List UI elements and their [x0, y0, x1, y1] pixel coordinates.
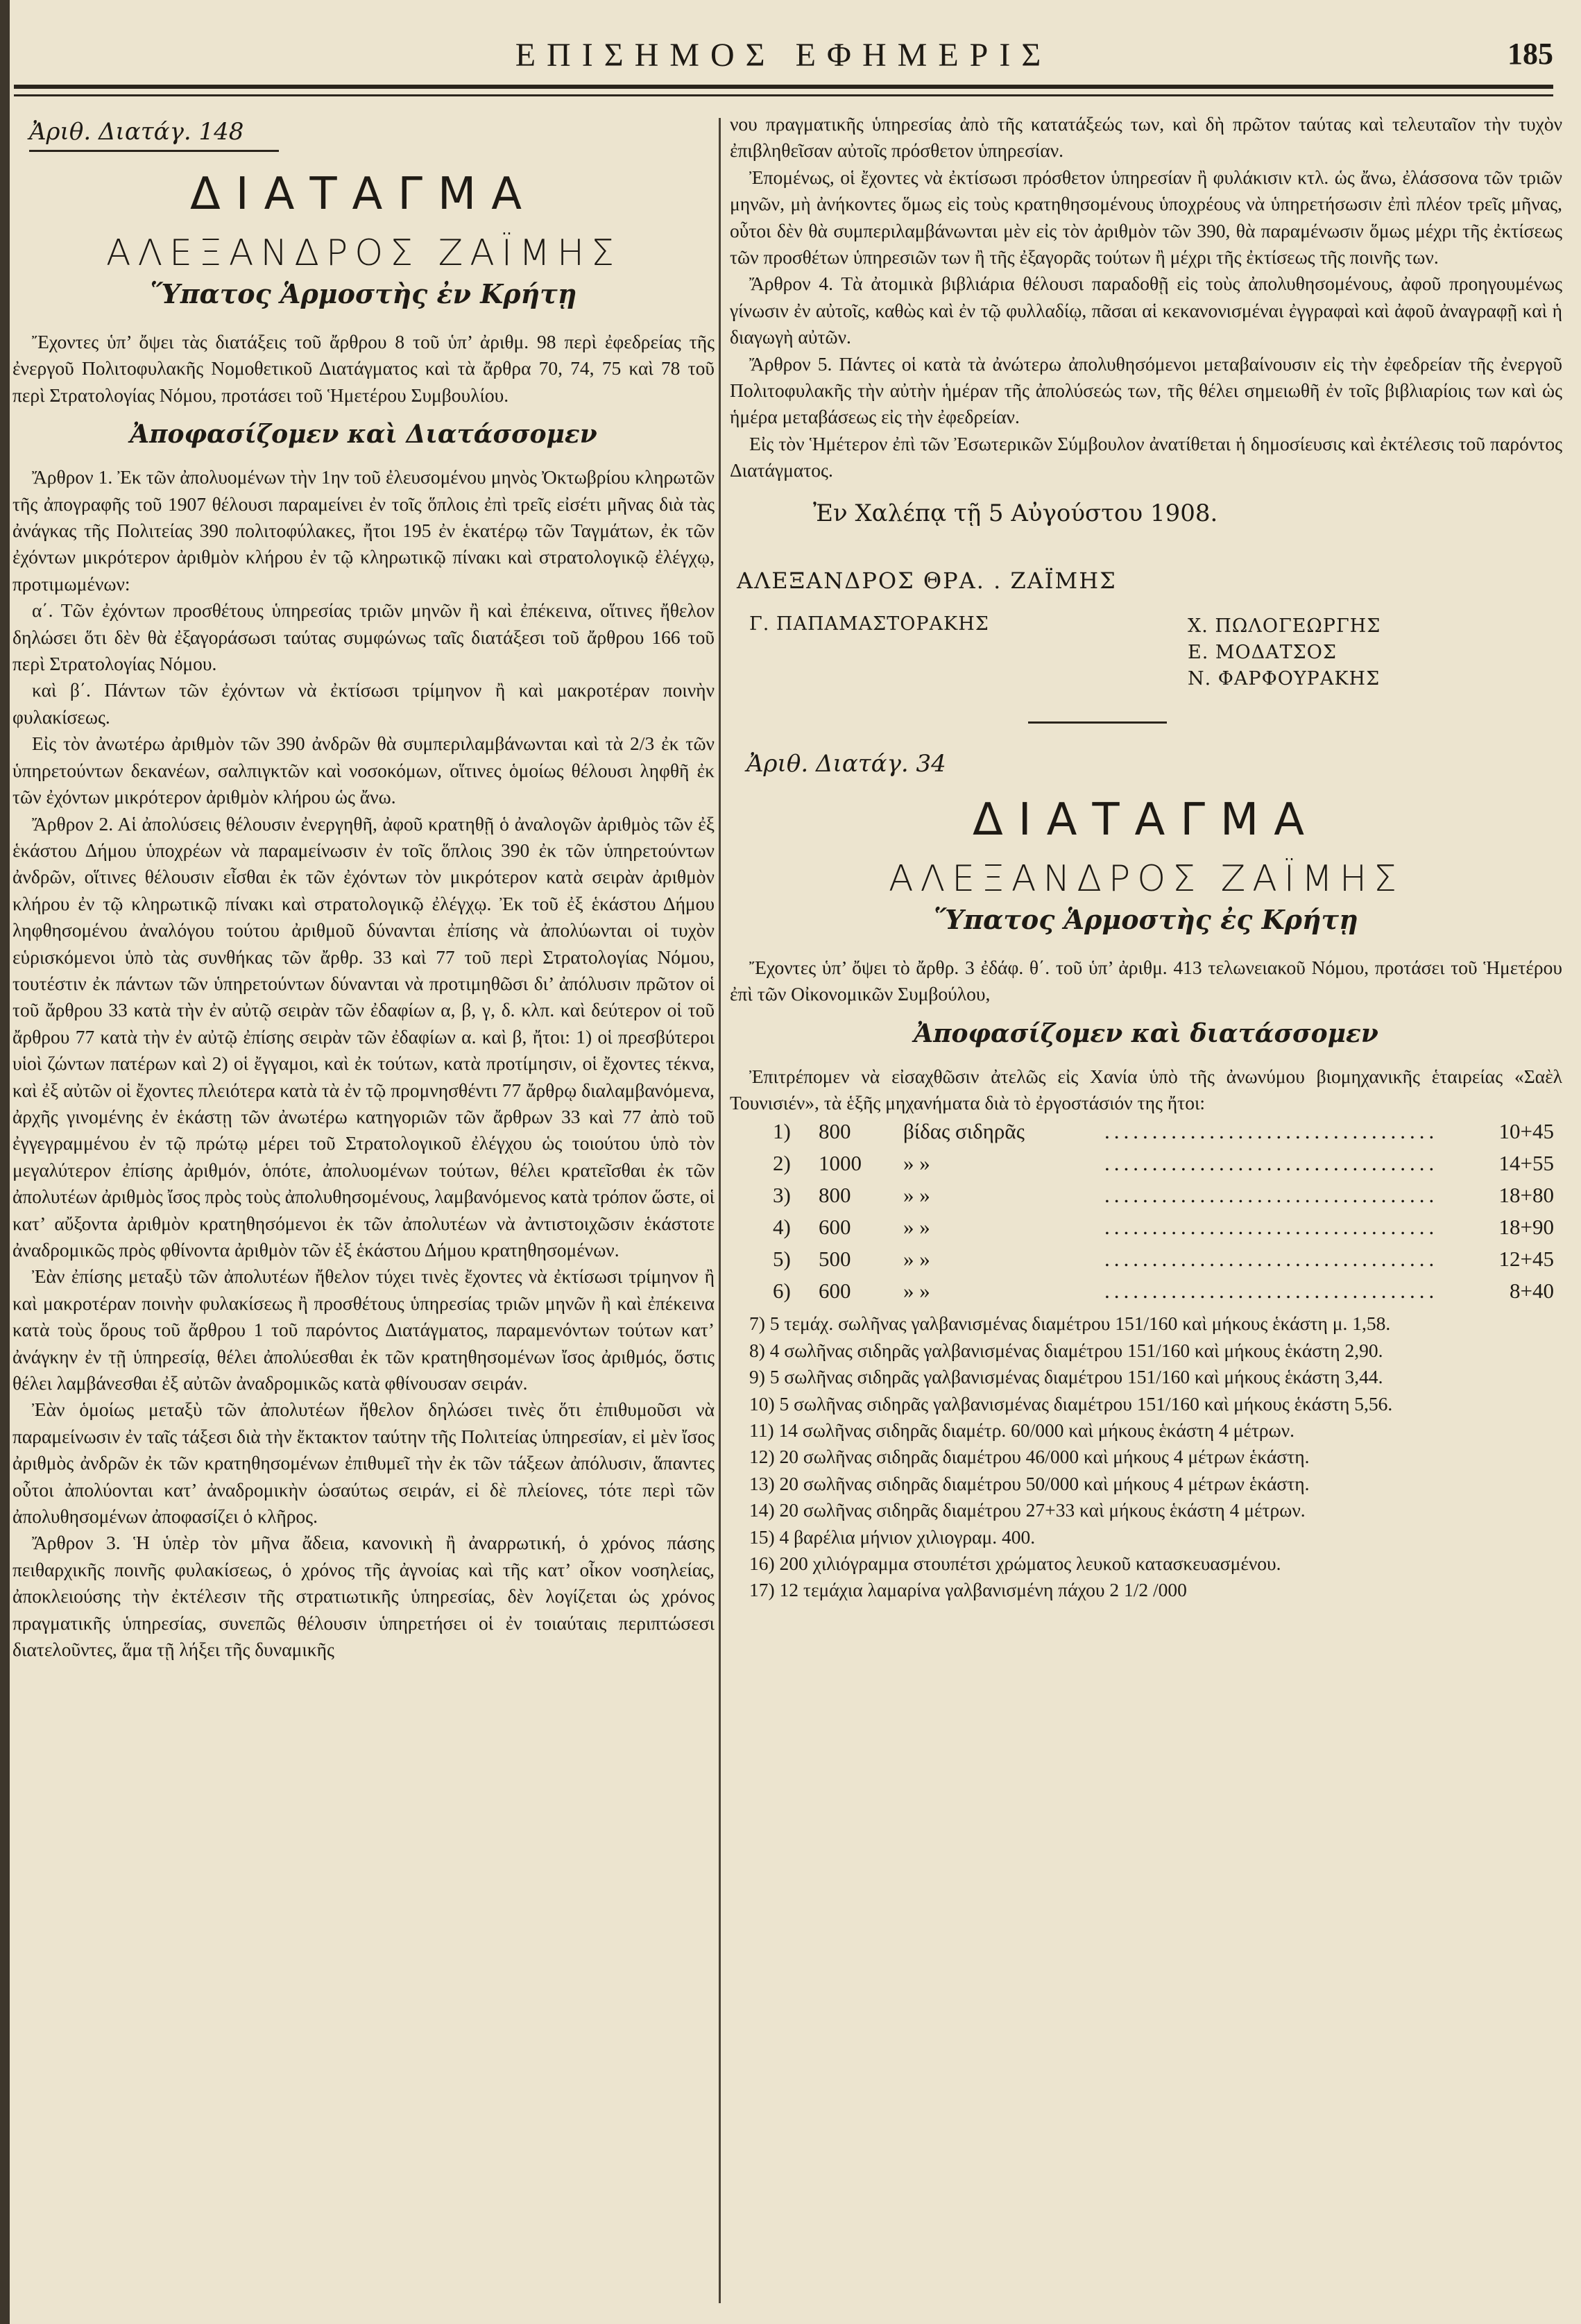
order-number	[730, 743, 1562, 787]
leader-dots: ...................................	[1104, 1215, 1439, 1240]
item-number: 1)	[773, 1119, 791, 1144]
item-quantity: 500	[819, 1247, 851, 1272]
signature-right-list	[1188, 613, 1381, 692]
preamble: Ἔχοντες ὑπ’ ὄψει τὰς διατάξεις τοῦ ἄρθρου 8 τοῦ ὑπ’ ἀριθμ. 98 περὶ ἐφεδρείας τῆς ἐνεργοῦ Πολιτοφυλακῆς Νομοθετικοῦ Διατάγματος καὶ τὰ ἄρθρα 70, 74, 75 καὶ 78 τοῦ περὶ Στρατολογίας Νόμου, προτάσει τοῦ Ἡμετέρου Συμβουλίου.	[12, 331, 715, 406]
item-amount: 18+90	[1498, 1215, 1554, 1240]
item-paragraph: 13) 20 σωλῆνας σιδηρᾶς διαμέτρου 50/000 καὶ μήκους 4 μέτρων ἑκάστη.	[749, 1472, 1310, 1494]
leader-dots: ...................................	[1104, 1119, 1439, 1144]
article-paragraph: Εἰς τὸν Ἡμέτερον ἐπὶ τῶν Ἐσωτερικῶν Σύμβουλον ἀνατίθεται ἡ δημοσίευσις καὶ ἐκτέλεσις τοῦ παρόντος Διατάγματος.	[730, 432, 1562, 481]
decision-heading: Ἀποφασίζομεν καὶ διατάσσομεν	[914, 1018, 1378, 1048]
item-paragraph: 7) 5 τεμάχ. σωλῆνας γαλβανισμένας διαμέτρου 151/160 καὶ μήκους ἑκάστη μ. 1,58.	[749, 1313, 1391, 1335]
article-paragraph: καὶ β΄. Πάντων τῶν ἐχόντων νὰ ἐκτίσωσι τρίμηνον ἢ καὶ μακροτέραν ποινὴν φυλακίσεως.	[12, 679, 715, 728]
item-quantity: 800	[819, 1119, 851, 1144]
item-description: » »	[903, 1151, 930, 1176]
signature-name: Ν. ΦΑΡΦΟΥΡΑΚΗΣ	[1188, 667, 1381, 690]
issuer-title: Ὕπατος Ἁρμοστὴς ἐν Κρήτῃ	[150, 278, 577, 309]
item-paragraph: 12) 20 σωλῆνας σιδηρᾶς διαμέτρου 46/000 καὶ μήκους 4 μέτρων ἑκάστη.	[749, 1446, 1310, 1468]
item-paragraph: 8) 4 σωλῆνας σιδηρᾶς γαλβανισμένας διαμέτρου 151/160 καὶ μήκους ἑκάστη 2,90.	[749, 1339, 1383, 1361]
item-quantity: 1000	[819, 1151, 862, 1176]
article-paragraph: Ἄρθρον 1. Ἐκ τῶν ἀπολυομένων τὴν 1ην τοῦ ἐλευσομένου μηνὸς Ὀκτωβρίου κληρωτῶν τῆς ἀπογραφῆς τοῦ 1907 θέλουσι παραμείνει ἐν τοῖς ὅπλοις ἐπὶ τρεῖς εἰσέτι μῆνας διὰ τὰς ἀνάγκας τῆς Πολιτείας 390 πολιτοφύλακες, ἤτοι 195 ἐν ἑκατέρῳ τῶν Ταγμάτων, ἐκ τῶν ἐχόντων μικρότερον ἀριθμὸν κλήρου ἐν τῷ κληρωτικῷ πίνακι καὶ στρατολογικῷ ἐλέγχῳ, προτιμωμένων:	[12, 466, 715, 595]
item-number: 4)	[773, 1215, 791, 1240]
order-number-underline	[29, 150, 279, 152]
decree-title: ΔΙΑΤΑΓΜΑ	[973, 794, 1319, 846]
item-quantity: 600	[819, 1279, 851, 1304]
list-item	[730, 1247, 1562, 1279]
article-paragraph: Ἐὰν ὁμοίως μεταξὺ τῶν ἀπολυτέων ἤθελον δηλώσει τινὲς ὅτι ἐπιθυμοῦσι νὰ παραμείνωσιν ἐν ταῖς τάξεσι διὰ τὴν ἔκτακτον ταύτην τῆς Πολιτείας ὑπηρεσίαν, εἰ μὲν ἴσος ἀριθμὸς ἀνδρῶν ἐκ τῶν κρατηθησομένων ἐπιθυμεῖ τὴν ἐκ τῶν τάξεων ἀπόλυσιν, ἅπαντες οὗτοι ἀπολύονται κατ’ ἀναδρομικὴν ὡσαύτως σειράν, εἰ δὲ πλείονες, τότε περὶ τῶν ἀπολυθησομένων ἀποφασίζει ὁ κλῆρος.	[12, 1399, 715, 1528]
item-paragraph: 17) 12 τεμάχια λαμαρίνα γαλβανισμένη πάχου 2 1/2 /000	[749, 1579, 1187, 1601]
item-amount: 18+80	[1498, 1183, 1554, 1208]
item-description: » »	[903, 1247, 930, 1272]
page-edge-shadow	[0, 0, 10, 2324]
list-item	[730, 1183, 1562, 1215]
order-number-text: Ἀριθ. Διατάγ. 148	[29, 118, 244, 146]
item-description: » »	[903, 1279, 930, 1304]
article-paragraph: Ἄρθρον 2. Αἱ ἀπολύσεις θέλουσιν ἐνεργηθῆ, ἀφοῦ κρατηθῇ ὁ ἀναλογῶν ἀριθμὸς τῶν ἐξ ἑκάστου Δήμου ὑποχρέων νὰ παραμείνωσιν ἐν τοῖς ὅπλοις 390 ἐκ τῶν ὑπηρετούντων ἀνδρῶν, οἵτινες θέλουσιν εἶσθαι ἐκ τῶν ἐχόντων τὸν μικρότερον κατὰ σειρὰν ἀριθμὸν κλήρου ἐν τῷ κληρωτικῷ πίνακι καὶ στρατολογικῷ ἐλέγχῳ. Ἐκ τοῦ ἐξ ἑκάστου Δήμου ληφθησομένου ἀναλόγου τούτου ἀριθμοῦ δύνανται ἐπίσης νὰ ἀπολύωνται οἱ τυχὸν εὑρισκόμενοι ὑπὸ τὰς συνθήκας τῶν ἄρθρ. 33 καὶ 77 τοῦ περὶ Στρατολογίας Νόμου, τουτέστιν ἐκ πάντων τῶν ὑπηρετούντων δύνανται νὰ προτιμηθῶσι δι’ ἀπόλυσιν πρῶτον οἱ τοῦ ἄρθρου 33 κατὰ τὴν ἐν αὐτῷ σειρὰν τῶν ἐδαφίων α, β, γ, δ. κλπ. καὶ δεύτερον οἱ τοῦ ἄρθρου 77 κατὰ τὴν ἐν αὐτῷ ἐπίσης σειρὰν τῶν ἐδαφίων α. καὶ β, ἤτοι: 1) οἱ πρεσβύτεροι υἱοὶ ζώντων πατέρων καὶ 2) οἱ ἔγγαμοι, καὶ ἐκ τούτων, κατὰ προτίμησιν, οἱ ἔχοντες τέκνα, καὶ ἐξ αὐτῶν οἱ ἔχοντες πλειότερα κατὰ τὰ ἐν τῷ προμνησθέντι 77 ἄρθρῳ διαλαμβανόμενα, ἀρχῆς γινομένης ἐν ἑκάστῃ τῶν ἀνωτέρω κατηγοριῶν τῶν ἄρθρων 33 καὶ 77 ἀπὸ τοῦ ἐγγεγραμμένου ἐν τῷ πρώτῳ μέρει τοῦ Στρατολογικοῦ ἐλέγχου ὡς τοιούτου ὑπὸ τὸν μεγαλύτερον ἐπίσης ἀριθμόν, ὁπότε, ἀπολυομένων τούτων, θέλει κρατεῖσθαι ἐκ τῶν ἀπολυτέων ἀριθμὸς ἴσος πρὸς τοὺς ἀπολυθησομένους, λαμβανόμενος κατὰ τρόπον ὥστε, οἱ κατ’ αὔξοντα ἀριθμὸν κρατηθησόμενοι ἐκ τῶν ἀπολυτέων νὰ ἀντιστοιχῶσιν ἑκάστοτε ἀναδρομικῶς πρὸς φθίνοντα ἀριθμὸν τῶν ἐξ ἑκάστου Δήμου κρατηθησομένων.	[12, 812, 715, 1261]
item-paragraph: 11) 14 σωλῆνας σιδηρᾶς διαμέτρ. 60/000 καὶ μήκους ἑκάστη 4 μέτρων.	[749, 1419, 1295, 1441]
article-paragraph: Εἰς τὸν ἀνωτέρω ἀριθμὸν τῶν 390 ἀνδρῶν θὰ συμπεριλαμβάνωνται καὶ τὰ 2/3 ἐκ τῶν ὑπηρετούντων δεκανέων, σαλπιγκτῶν καὶ νοσοκόμων, οἵτινες ὁμοίως θέλουσι ληφθῆ ἐκ τῶν ἐχόντων μικρότερον ἀριθμὸν κλήρου ὡς ἄνω.	[12, 733, 715, 808]
item-paragraph: 9) 5 σωλῆνας σιδηρᾶς γαλβανισμένας διαμέτρου 151/160 καὶ μήκους ἑκάστη 3,44.	[749, 1366, 1383, 1388]
list-item	[730, 1279, 1562, 1310]
item-quantity: 800	[819, 1183, 851, 1208]
item-paragraph: 14) 20 σωλῆνας σιδηρᾶς διαμέτρου 27+33 καὶ μήκους ἑκάστη 4 μέτρων.	[749, 1499, 1306, 1521]
decision-heading: Ἀποφασίζομεν καὶ Διατάσσομεν	[130, 420, 597, 450]
order-number-text: Ἀριθ. Διατάγ. 34	[746, 749, 946, 778]
leader-dots: ...................................	[1104, 1247, 1439, 1272]
item-description: » »	[903, 1215, 930, 1240]
order-number	[12, 111, 715, 162]
signature-name: Χ. ΠΩΛΟΓΕΩΡΓΗΣ	[1188, 615, 1381, 637]
list-item	[730, 1151, 1562, 1183]
intro-paragraph: Ἐπιτρέπομεν νὰ εἰσαχθῶσιν ἀτελῶς εἰς Χανία ὑπὸ τῆς ἀνωνύμου βιομηχανικῆς ἑταιρείας «Σαὲλ Τουνισιέν», τὰ ἑξῆς μηχανήματα διὰ τὸ ἐργοστάσιόν της ἤτοι:	[730, 1065, 1562, 1113]
article-paragraph: Ἐὰν ἐπίσης μεταξὺ τῶν ἀπολυτέων ἤθελον τύχει τινὲς ἔχοντες νὰ ἐκτίσωσι τρίμηνον ἢ καὶ μακροτέραν ποινὴν φυλακίσεως ἢ προσθέτους ὑπηρεσίας τριῶν μηνῶν ἢ καὶ ἐπέκεινα κατὰ τοὺς ὅρους τοῦ ἄρθρου 1 τοῦ παρόντος Διατάγματος, παραμενόντων τούτων κατ’ ἀνάγκην ἐν τῇ ὑπηρεσίᾳ, θέλει ἀπολύεσθαι ἐκ τῶν κρατηθησομένων ἴσος ἀριθμός, ὅστις θέλει λαμβάνεσθαι ἐξ αὐτῶν ἀναδρομικῶς κατὰ φθίνουσαν σειράν.	[12, 1265, 715, 1394]
item-paragraph: 16) 200 χιλιόγραμμα στουπέτσι χρώματος λευκοῦ κατασκευασμένου.	[749, 1552, 1281, 1574]
item-number: 2)	[773, 1151, 791, 1176]
item-amount: 12+45	[1498, 1247, 1554, 1272]
signature-block	[730, 613, 1562, 703]
item-description: » »	[903, 1183, 930, 1208]
page-number: 185	[1507, 37, 1553, 71]
leader-dots: ...................................	[1104, 1183, 1439, 1208]
item-list	[730, 1119, 1562, 1310]
leader-dots: ...................................	[1104, 1279, 1439, 1304]
article-paragraph: Ἄρθρον 5. Πάντες οἱ κατὰ τὰ ἀνώτερω ἀπολυθησόμενοι μεταβαίνουσιν εἰς τὴν ἐφεδρείαν τῆς ἐνεργοῦ Πολιτοφυλακῆς τὴν αὐτὴν ἡμέραν τῆς ἀπολύσεώς των, τῆς θέλει σημειωθῆ ἐν τοῖς βιβλιαρίοις των καὶ ὡς ἡμέρα μεταβάσεως εἰς τὴν ἐφεδρείαν.	[730, 352, 1562, 428]
section-rule	[1028, 721, 1167, 724]
masthead-rule-thin	[14, 94, 1553, 96]
column-divider	[719, 118, 721, 2303]
item-number: 5)	[773, 1247, 791, 1272]
masthead	[14, 28, 1553, 104]
item-amount: 14+55	[1498, 1151, 1554, 1176]
item-paragraph: 10) 5 σωλῆνας σιδηρᾶς γαλβανισμένας διαμέτρου 151/160 καὶ μήκους ἑκάστη 5,56.	[749, 1392, 1393, 1415]
list-item	[730, 1215, 1562, 1247]
issuer-title: Ὕπατος Ἁρμοστὴς ἐς Κρήτῃ	[934, 903, 1358, 935]
signature-left: Γ. ΠΑΠΑΜΑΣΤΟΡΑΚΗΣ	[749, 613, 989, 635]
decree-date: Ἐν Χαλέπᾳ τῇ 5 Αὐγούστου 1908.	[813, 499, 1218, 527]
leader-dots: ...................................	[1104, 1151, 1439, 1176]
gazette-title: ΕΠΙΣΗΜΟΣ ΕΦΗΜΕΡΙΣ	[515, 37, 1052, 74]
item-quantity: 600	[819, 1215, 851, 1240]
item-description: βίδας σιδηρᾶς	[903, 1119, 1025, 1144]
article-paragraph: Ἄρθρον 4. Τὰ ἀτομικὰ βιβλιάρια θέλουσι παραδοθῇ εἰς τοὺς ἀπολυθησομένους, ἀφοῦ προηγουμένως γίνωσιν ἐν αὐτοῖς, καθὼς καὶ ἐν τῷ φυλλαδίῳ, πᾶσαι αἱ κεκανονισμέναι ἐγγραφαὶ καὶ ἀφοῦ ἀναγραφῇ καὶ ἡ διαγωγὴ αὐτῶν.	[730, 273, 1562, 348]
right-column	[730, 111, 1562, 1604]
item-paragraph: 15) 4 βαρέλια μήνιον χιλιογραμ. 400.	[749, 1526, 1036, 1548]
article-paragraph: Ἐπομένως, οἱ ἔχοντες νὰ ἐκτίσωσι πρόσθετον ὑπηρεσίαν ἢ φυλάκισιν κτλ. ὡς ἄνω, ἐλάσσονα τῶν τριῶν μηνῶν, μὴ ἀνήκοντες ὅμως εἰς τοὺς κρατηθησομένους ὑποχρέους νὰ ὑπηρετήσωσιν ἐπὶ πλέον τρεῖς μῆνας, οὗτοι δὲν θὰ συμπεριλαμβάνωνται μὲν εἰς τὸν ἀριθμὸν τῶν 390, θὰ παραμένωσιν ὅμως μέχρι τῆς ἐκτίσεως τῶν προσθέτων ὑπηρεσιῶν των ἢ τῆς ἐξαγορᾶς τούτων ἢ μέχρι τῆς ἐκτίσεως τῆς ποινῆς των.	[730, 166, 1562, 268]
decree-title: ΔΙΑΤΑΓΜΑ	[190, 169, 537, 220]
list-item	[730, 1119, 1562, 1151]
continued-paragraph: νου πραγματικῆς ὑπηρεσίας ἀπὸ τῆς κατατάξεώς των, καὶ δὴ πρῶτον ταύτας καὶ τελευταῖον τὴν τυχὸν ἐπιβληθεῖσαν αὐτοῖς πρόσθετον ὑπηρεσίαν.	[730, 113, 1562, 162]
article-paragraph: α΄. Τῶν ἐχόντων προσθέτους ὑπηρεσίας τριῶν μηνῶν ἢ καὶ ἐπέκεινα, οἵτινες ἤθελον δηλώσει ὅτι δὲν θὰ ἐξαγοράσωσι ταύτας συμφώνως ταῖς διατάξεσι τοῦ ἄρθρου 166 τοῦ περὶ Στρατολογίας Νόμου.	[12, 599, 715, 675]
signature-main: ΑΛΕΞΑΝΔΡΟΣ ΘΡΑ. . ΖΑΪΜΗΣ	[737, 567, 1117, 594]
article-paragraph: Ἄρθρον 3. Ἡ ὑπὲρ τὸν μῆνα ἄδεια, κανονικὴ ἢ ἀναρρωτική, ὁ χρόνος πάσης πειθαρχικῆς ποινῆς φυλακίσεως, ὁ χρόνος τῆς ἀγνοίας καὶ τῆς κατ’ οἶκον νοσηλείας, ἀποκλειούσης τὴν ἐκτέλεσιν τῆς στρατιωτικῆς ὑπηρεσίας, δὲν λογίζεται ὡς χρόνος πραγματικῆς ὑπηρεσίας, συνεπῶς θέλουσιν ὑπηρετήσει οἱ ἐν τοιαύταις περιπτώσεσι διατελοῦντες, ἅμα τῇ λήξει τῆς δυναμικῆς	[12, 1532, 715, 1661]
issuer-name: ΑΛΕΞΑΝΔΡΟΣ ΖΑΪΜΗΣ	[106, 232, 621, 274]
item-amount: 8+40	[1510, 1279, 1554, 1304]
masthead-rule-thick	[14, 85, 1553, 89]
item-amount: 10+45	[1498, 1119, 1554, 1144]
item-number: 3)	[773, 1183, 791, 1208]
item-number: 6)	[773, 1279, 791, 1304]
signature-name: Ε. ΜΟΔΑΤΣΟΣ	[1188, 641, 1337, 663]
left-column	[12, 111, 715, 1664]
preamble: Ἔχοντες ὑπ’ ὄψει τὸ ἄρθρ. 3 ἐδάφ. θ΄. τοῦ ὑπ’ ἀριθμ. 413 τελωνειακοῦ Νόμου, προτάσει τοῦ Ἡμετέρου ἐπὶ τῶν Οἰκονομικῶν Συμβούλου,	[730, 956, 1562, 1005]
issuer-name: ΑΛΕΞΑΝΔΡΟΣ ΖΑΪΜΗΣ	[889, 857, 1403, 900]
